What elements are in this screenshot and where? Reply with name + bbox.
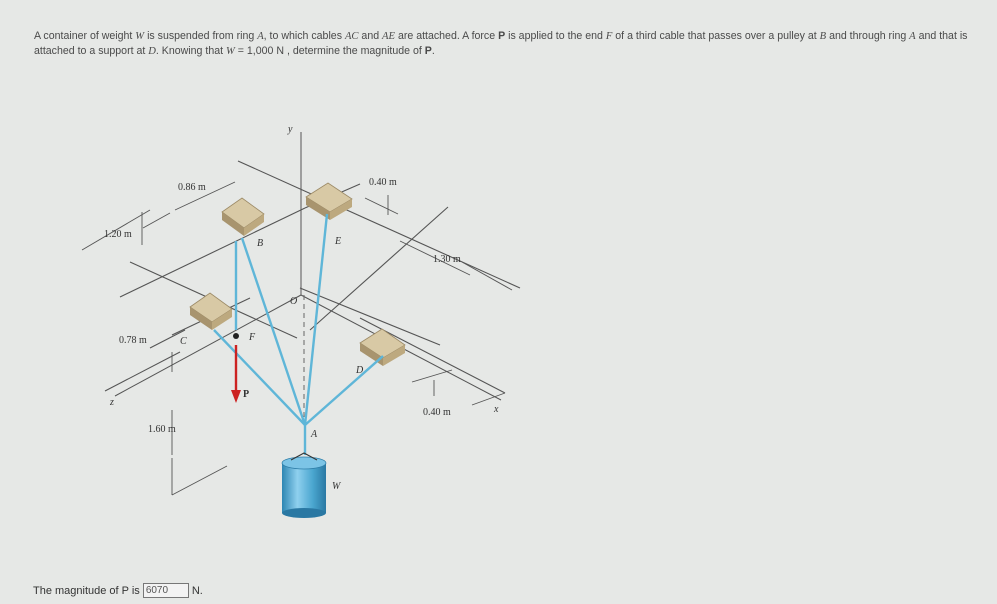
axes (115, 132, 501, 400)
weight-W-label: W (332, 481, 341, 492)
cable-EA (305, 214, 327, 425)
point-F (233, 333, 239, 339)
point-E-label: E (335, 236, 342, 247)
dim-040-top-label: 0.40 m (369, 177, 397, 188)
support-D (360, 329, 405, 366)
support-E (306, 183, 352, 220)
container-W (282, 453, 326, 518)
answer-row (33, 583, 203, 598)
problem-statement: A container of weight W is suspended from ring A, to which cables AC and AE are attached. A force P is applied to the end F of a third cable that passes over a pulley at B and through ring A and that is attached to a support at D. Knowing that W = 1,000 N , determine the magnitude of P. (34, 30, 968, 57)
answer-unit: N. (191, 584, 203, 597)
answer-input[interactable] (143, 583, 189, 598)
axis-y-label: y (288, 124, 293, 135)
answer-label: The magnitude of P is (33, 584, 140, 597)
dim-130-label: 1.30 m (433, 254, 461, 265)
dim-160-label: 1.60 m (148, 424, 176, 435)
cable-DA (305, 356, 383, 425)
point-F-label: F (249, 332, 256, 343)
dim-078-label: 0.78 m (119, 335, 147, 346)
point-D-label: D (356, 365, 364, 376)
point-C-label: C (180, 336, 187, 347)
axis-x-label: x (494, 404, 499, 415)
dim-086-label: 0.86 m (178, 182, 206, 193)
force-P-label: P (243, 389, 250, 400)
force-P-arrow (231, 345, 241, 403)
support-C (190, 293, 232, 330)
axis-z-label: z (110, 397, 114, 408)
dim-120-label: 1.20 m (104, 229, 132, 240)
cables (214, 214, 383, 455)
point-B-label: B (257, 238, 264, 249)
point-O-label: O (290, 296, 298, 307)
dim-040-bottom-label: 0.40 m (423, 407, 451, 418)
cable-CA (214, 330, 305, 425)
point-A-label: A (311, 429, 318, 440)
